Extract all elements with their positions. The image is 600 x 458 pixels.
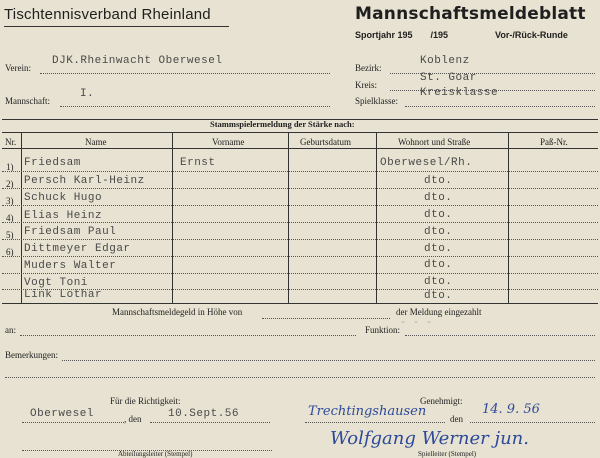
bemerkungen-line bbox=[62, 360, 595, 361]
round-label: Vor-/Rück-Runde bbox=[495, 30, 568, 40]
spielklasse-value: Kreisklasse bbox=[420, 87, 499, 99]
fee-suffix-label: der Meldung eingezahlt bbox=[396, 307, 482, 317]
footer-date: 10.Sept.56 bbox=[168, 408, 240, 420]
mannschaft-label: Mannschaft: bbox=[5, 96, 50, 106]
column-header-passnr: Paß-Nr. bbox=[540, 137, 568, 147]
row-line bbox=[2, 188, 598, 189]
bemerkungen-label: Bemerkungen: bbox=[5, 350, 58, 360]
form-title: Mannschaftsmeldeblatt bbox=[355, 4, 586, 24]
signature: Wolfgang Werner jun. bbox=[330, 428, 529, 449]
row-number: 3) bbox=[6, 196, 14, 206]
genehmigt-label: Genehmigt: bbox=[420, 396, 463, 406]
kreis-value: St. Goar bbox=[420, 72, 477, 84]
row-line bbox=[2, 256, 598, 257]
fee-label: Mannschaftsmeldegeld in Höhe von bbox=[112, 307, 243, 317]
column-divider bbox=[172, 132, 173, 303]
player-vorname: Ernst bbox=[180, 157, 216, 169]
row-line bbox=[2, 205, 598, 206]
player-wohnort: dto. bbox=[424, 290, 453, 302]
column-header-wohnort: Wohnort und Straße bbox=[398, 137, 471, 147]
approval-date-line bbox=[470, 422, 595, 423]
ghost-mark: - - - bbox=[400, 318, 433, 329]
column-divider bbox=[508, 132, 509, 303]
table-bottom-border bbox=[2, 303, 598, 304]
footer-date-line bbox=[150, 422, 270, 423]
table-title: Stammspielermeldung der Stärke nach: bbox=[210, 119, 355, 129]
footer-den2-label: den bbox=[450, 414, 463, 424]
approval-place-line bbox=[305, 422, 445, 423]
player-name: Muders Walter bbox=[24, 260, 117, 272]
fee-amount-line bbox=[262, 318, 390, 319]
federation-name: Tischtennisverband Rheinland bbox=[4, 6, 211, 23]
spielleiter-label: Spielleiter (Stempel) bbox=[418, 450, 477, 458]
player-name: Link Lothar bbox=[24, 289, 103, 301]
player-name: Dittmeyer Edgar bbox=[24, 243, 131, 255]
row-number: 4) bbox=[6, 213, 14, 223]
column-header-geburtsdatum: Geburtsdatum bbox=[300, 137, 351, 147]
abteilungsleiter-label: Abteilungsleiter (Stempel) bbox=[118, 450, 193, 458]
column-divider bbox=[376, 132, 377, 303]
row-line bbox=[2, 171, 598, 172]
column-header-vorname: Vorname bbox=[212, 137, 245, 147]
player-wohnort: dto. bbox=[424, 175, 453, 187]
player-wohnort: dto. bbox=[424, 243, 453, 255]
player-name: Friedsam Paul bbox=[24, 226, 117, 238]
footer-place: Oberwesel bbox=[30, 408, 94, 420]
player-wohnort: dto. bbox=[424, 259, 453, 271]
spielklasse-line bbox=[405, 106, 595, 107]
row-line bbox=[2, 239, 598, 240]
spielklasse-label: Spielklasse: bbox=[355, 96, 398, 106]
column-divider bbox=[21, 132, 22, 303]
mannschaft-value: I. bbox=[80, 88, 95, 100]
player-wohnort: dto. bbox=[424, 209, 453, 221]
footer-place-line bbox=[22, 422, 124, 423]
bezirk-label: Bezirk: bbox=[355, 63, 382, 73]
row-number: 1) bbox=[6, 162, 14, 172]
player-name: Persch Karl-Heinz bbox=[24, 175, 145, 187]
approval-place: Trechtingshausen bbox=[308, 404, 427, 419]
sportjahr-label: Sportjahr 195 /195 bbox=[355, 30, 449, 40]
verein-label: Verein: bbox=[5, 63, 31, 73]
player-name: Elias Heinz bbox=[24, 210, 103, 222]
player-wohnort: Oberwesel/Rh. bbox=[380, 157, 473, 169]
player-wohnort: dto. bbox=[424, 226, 453, 238]
column-header-name: Name bbox=[85, 137, 107, 147]
mannschaft-line bbox=[60, 106, 330, 107]
player-wohnort: dto. bbox=[424, 276, 453, 288]
funktion-label: Funktion: bbox=[365, 325, 401, 335]
column-header-nr: Nr. bbox=[5, 137, 17, 147]
column-divider bbox=[288, 132, 289, 303]
bezirk-value: Koblenz bbox=[420, 55, 470, 67]
approval-date: 14. 9. 56 bbox=[482, 402, 540, 417]
row-number: 2) bbox=[6, 179, 14, 189]
footer-den-label: , den bbox=[124, 414, 142, 424]
richtigkeit-label: Für die Richtigkeit: bbox=[110, 396, 181, 406]
player-name: Friedsam bbox=[24, 157, 81, 169]
an-label: an: bbox=[5, 325, 16, 335]
row-line bbox=[2, 273, 598, 274]
player-name: Schuck Hugo bbox=[24, 192, 103, 204]
bemerkungen-line bbox=[5, 377, 595, 378]
player-name: Vogt Toni bbox=[24, 277, 88, 289]
verein-line bbox=[40, 73, 330, 74]
kreis-label: Kreis: bbox=[355, 80, 377, 90]
an-line bbox=[20, 335, 356, 336]
player-wohnort: dto. bbox=[424, 192, 453, 204]
row-number: 6) bbox=[6, 247, 14, 257]
row-line bbox=[2, 222, 598, 223]
row-number: 5) bbox=[6, 230, 14, 240]
funktion-line bbox=[405, 335, 595, 336]
federation-underline bbox=[4, 26, 229, 27]
verein-value: DJK.Rheinwacht Oberwesel bbox=[52, 55, 223, 67]
